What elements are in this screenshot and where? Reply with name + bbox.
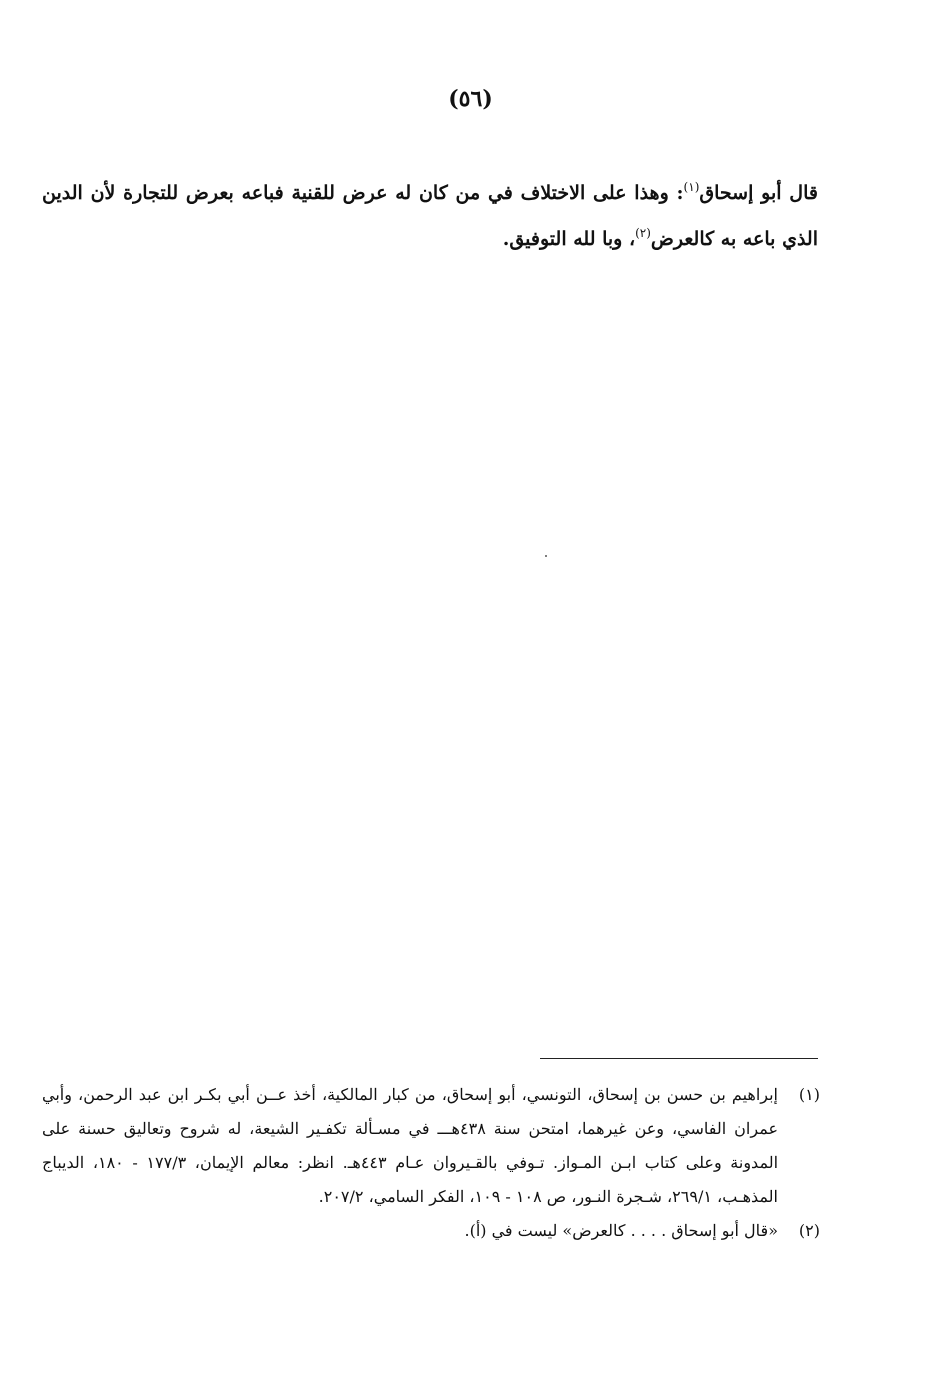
footnote-number: (٢) [798,1221,820,1240]
footnote-text: «قال أبو إسحاق . . . . كالعرض» ليست في (أ). [464,1221,778,1240]
body-text-part2: : وهذا على الاختلاف في من كان له عرض للقنية فباعه بعرض للتجارة لأن الدين الذي باعه به كالعرض [42,182,818,250]
body-text-part1: قال أبو إسحاق [699,182,818,204]
footnote-separator [540,1058,818,1059]
main-paragraph [42,170,818,262]
scan-speck [545,555,547,557]
footnote-1 [42,1078,820,1214]
footnote-text: إبراهيم بن حسن بن إسحاق، التونسي، أبو إسحاق، من كبار المالكية، أخذ عــن أبي بكـر ابن عبد الرحمن، وأبي عمران الفاسي، وعن غيرهما، امتحن سنة ٤٣٨هـــ في مسـألة تكفـير الشيعة، له شروح وتعاليق حسنة على المدونة وعلى كتاب ابـن المـواز. تـوفي بالقـيروان عـام ٤٤٣هـ. انظر: معالم الإيمان، ١٧٧/٣ - ١٨٠، الديباج المذهـب، ٢٦٩/١، شـجرة النـور، ص ١٠٨ - ١٠٩، الفكر السامي، ٢٠٧/٢. [42,1085,779,1206]
footnote-number: (١) [798,1085,820,1104]
body-text-part3: ، وبا لله التوفيق. [502,228,636,250]
footnote-ref-1: (١) [683,180,700,194]
footnotes [42,1078,820,1248]
page-number: (٥٦) [448,86,493,112]
footnote-2 [42,1214,820,1248]
footnote-ref-2: (٢) [635,226,651,240]
